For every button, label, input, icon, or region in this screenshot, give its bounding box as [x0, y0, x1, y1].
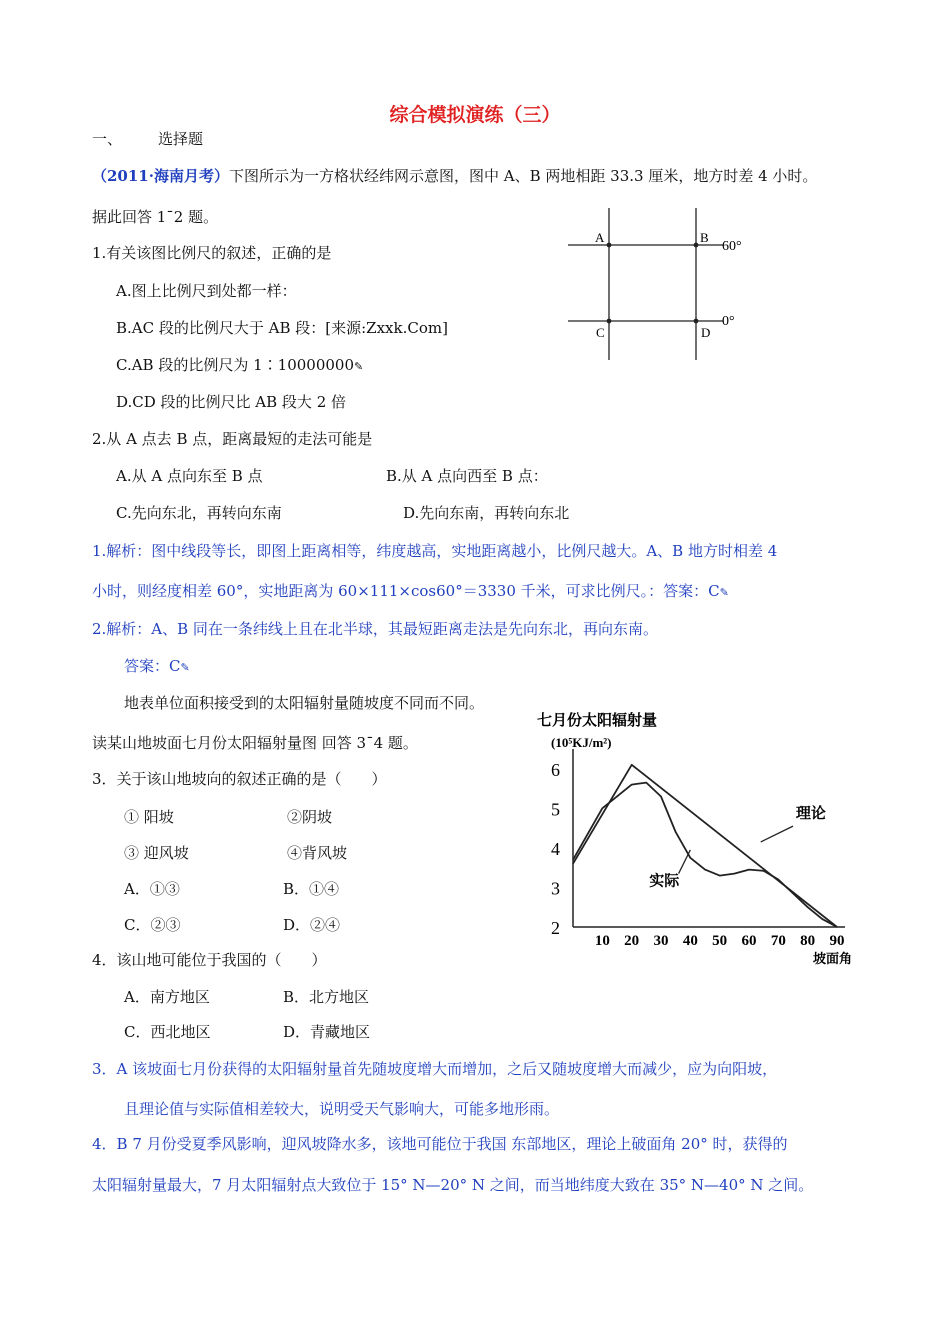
x-tick-label: 60	[741, 933, 757, 949]
passage-line-2: 读某山地坡面七月份太阳辐射量图 回答 3¯4 题。	[92, 734, 418, 752]
x-tick-label: 50	[712, 933, 728, 949]
grid-figure	[565, 205, 765, 365]
q2-option-d: D.先向东南，再转向东北	[403, 504, 570, 522]
answer-3-line-2: 且理论值与实际值相差较大，说明受天气影响大，可能多地形雨。	[124, 1100, 560, 1118]
chart-unit: (10⁵KJ/m²)	[551, 735, 612, 750]
label-lat-60: 60°	[722, 239, 742, 254]
y-tick-label: 4	[551, 838, 560, 859]
q1-option-c	[116, 354, 363, 375]
answer-2-line-1: 2.解析：A、B 同在一条纬线上且在北半球，其最短距离走法是先向东北，再向东南。	[92, 620, 658, 638]
point-a	[607, 243, 612, 248]
y-tick-label: 5	[551, 799, 560, 820]
series-label-actual: 实际	[649, 873, 680, 890]
q1-option-b: B.AC 段的比例尺大于 AB 段：[来源:Zxxk.Com]	[116, 319, 448, 337]
section-label: 选择题	[158, 130, 204, 148]
answer-4-line-2: 太阳辐射量最大，7 月太阳辐射点大致位于 15° N—20° N 之间，而当地纬度大致在 35° N—40° N 之间。	[92, 1176, 814, 1194]
q3-statement-1: ① 阳坡	[124, 808, 174, 826]
x-tick-label: 20	[624, 933, 640, 949]
answer-2-line-2-text: 答案：C	[124, 657, 181, 675]
q2-stem: 2.从 A 点去 B 点，距离最短的走法可能是	[92, 430, 373, 448]
q3-statement-4: ④背风坡	[287, 844, 348, 862]
q4-option-a: A．南方地区	[124, 988, 210, 1006]
q3-option-b: B．①④	[283, 880, 340, 898]
mouse-mark-icon: ✎	[719, 586, 729, 599]
point-b	[694, 243, 699, 248]
q4-option-d: D．青藏地区	[283, 1023, 371, 1041]
answer-3-line-1: 3．A 该坡面七月份获得的太阳辐射量首先随坡度增大而增加，之后又随坡度增大而减少，应为向阳坡，	[92, 1060, 778, 1078]
passage-line-1: 地表单位面积接受到的太阳辐射量随坡度不同而不同。	[124, 694, 485, 712]
answer-1-line-1: 1.解析：图中线段等长，即图上距离相等，纬度越高，实地距离越小，比例尺越大。A、B 地方时相差 4	[92, 542, 778, 560]
x-tick-label: 70	[770, 933, 786, 949]
q3-option-d: D．②④	[283, 916, 341, 934]
x-tick-label: 80	[800, 933, 816, 949]
point-d	[694, 319, 699, 324]
chart-title: 七月份太阳辐射量	[537, 713, 658, 729]
y-tick-label: 2	[551, 918, 560, 938]
section-number: 一、	[92, 130, 123, 148]
intro-line-1	[92, 165, 817, 186]
series-label-theory: 理论	[795, 806, 826, 823]
q3-option-c: C．②③	[124, 916, 181, 934]
q2-option-b: B.从 A 点向西至 B 点：	[386, 467, 548, 485]
q1-option-d: D.CD 段的比例尺比 AB 段大 2 倍	[116, 393, 347, 411]
label-lat-0: 0°	[722, 314, 735, 329]
x-tick-label: 90	[829, 933, 845, 949]
label-a: A	[595, 230, 605, 245]
q1-option-a: A.图上比例尺到处都一样：	[116, 282, 297, 300]
q1-option-c-text: C.AB 段的比例尺为 1∶10000000	[116, 356, 354, 374]
answer-2-line-2	[124, 655, 190, 676]
y-tick-label: 3	[551, 878, 560, 899]
x-axis-label: 坡面角	[813, 951, 853, 966]
intro-source: （2011·海南月考）	[92, 167, 229, 185]
theory-leader-line	[761, 826, 793, 842]
q3-stem: 3．关于该山地坡向的叙述正确的是（ ）	[92, 770, 387, 788]
mouse-mark-icon: ✎	[354, 360, 364, 373]
label-d: D	[701, 325, 711, 340]
q1-stem: 1.有关该图比例尺的叙述，正确的是	[92, 244, 332, 262]
y-tick-label: 6	[551, 759, 560, 780]
intro-line-2: 据此回答 1¯2 题。	[92, 208, 219, 226]
q4-option-b: B．北方地区	[283, 988, 370, 1006]
q3-statement-3: ③ 迎风坡	[124, 844, 189, 862]
x-tick-label: 30	[653, 933, 669, 949]
actual-leader-line	[679, 850, 691, 874]
q3-option-a: A．①③	[124, 880, 180, 898]
series-line-theory	[573, 765, 837, 927]
answer-1-line-2	[92, 580, 729, 601]
radiation-chart	[525, 705, 870, 975]
label-b: B	[700, 230, 709, 245]
answer-4-line-1: 4．B 7 月份受夏季风影响，迎风坡降水多，该地可能位于我国 东部地区，理论上破面角 20° 时，获得的	[92, 1135, 788, 1153]
series-line-actual	[573, 783, 837, 927]
label-c: C	[596, 325, 605, 340]
x-tick-label: 10	[594, 933, 610, 949]
q3-statement-2: ②阴坡	[287, 808, 333, 826]
q2-option-c: C.先向东北，再转向东南	[116, 504, 282, 522]
point-c	[607, 319, 612, 324]
q4-stem: 4．该山地可能位于我国的（ ）	[92, 951, 327, 969]
mouse-mark-icon: ✎	[180, 661, 190, 674]
page-title: 综合模拟演练（三）	[389, 104, 561, 126]
q2-option-a: A.从 A 点向东至 B 点	[116, 467, 263, 485]
x-tick-label: 40	[682, 933, 698, 949]
answer-1-line-2-text: 小时，则经度相差 60°，实地距离为 60×111×cos60°＝3330 千米，可求比例尺。：答案：C	[92, 582, 720, 600]
intro-text: 下图所示为一方格状经纬网示意图，图中 A、B 两地相距 33.3 厘米，地方时差 4 小时。	[228, 167, 818, 185]
q4-option-c: C．西北地区	[124, 1023, 211, 1041]
